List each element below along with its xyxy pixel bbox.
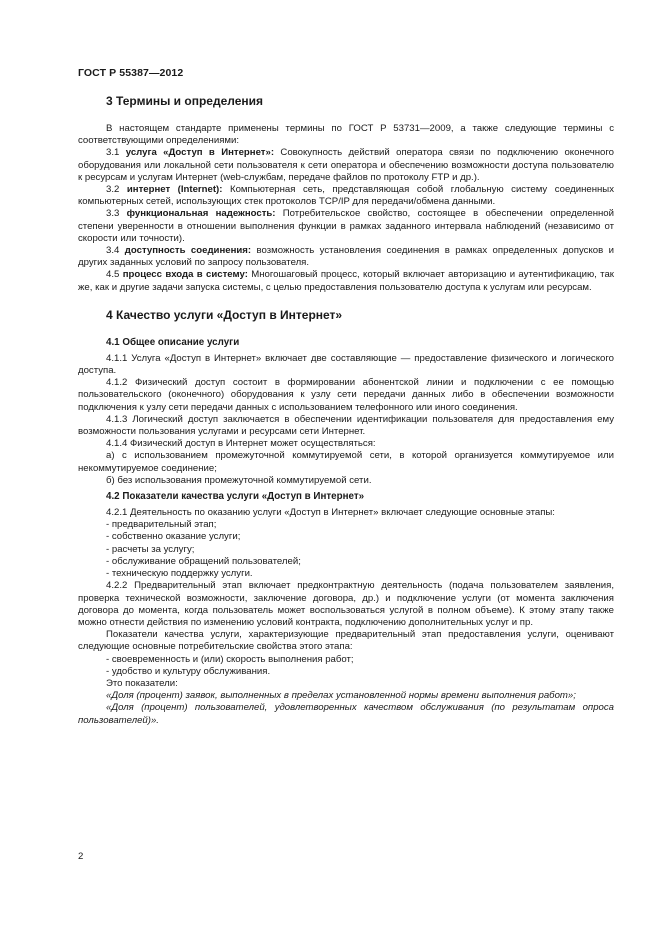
term-4-5	[78, 269, 614, 293]
term-3-2	[78, 184, 614, 208]
stage-item: - обслуживание обращений пользователей;	[106, 555, 301, 567]
term-definition: Потребительское свойство, состоящее в обеспечении определенной степени уверенности в отношении выполнения функции в рамках заданного интервала наблюдений (независимо от скорости или точности).	[78, 208, 614, 244]
subsection-4-2-title: 4.2 Показатели качества услуги «Доступ в Интернет»	[106, 491, 365, 503]
stage-item: - собственно оказание услуги;	[106, 531, 241, 543]
paragraph-4-2-2: 4.2.2 Предварительный этап включает предконтрактную деятельность (подача пользователем заявления, проверка технической возможности, заключение договора, др.) и подключение услуги (от момента заключения договора до момента, когда пользователь может воспользоваться услугой в полном объеме). К этому этапу также можно отнести действия по изменению условий контракта, подключению дополнительных услуг и пр.	[78, 580, 614, 628]
page-body	[78, 94, 614, 727]
term-name: услуга «Доступ в Интернет»:	[125, 147, 275, 159]
paragraph-4-2-1: 4.2.1 Деятельность по оказанию услуги «Доступ в Интернет» включает следующие основные этапы:	[106, 507, 555, 519]
term-3-1	[78, 147, 614, 184]
section-3-intro: В настоящем стандарте применены термины по ГОСТ Р 53731—2009, а также следующие термины с соответствующими определениями:	[78, 123, 614, 147]
paragraph-indicators: Показатели качества услуги, характеризующие предварительный этап предоставления услуги, оценивают следующие основные потребительские свойства этого этапа:	[78, 629, 614, 653]
term-3-4	[78, 245, 614, 269]
property-item: - удобство и культуру обслуживания.	[106, 665, 271, 677]
term-definition: Многошаговый процесс, который включает авторизацию и аутентификацию, так же, как и другие задачи запуска системы, с целью предоставления пользователю доступа к услугам или ресурсам.	[78, 269, 614, 293]
term-number: 3.1	[106, 147, 120, 159]
document-code: ГОСТ Р 55387—2012	[78, 67, 184, 79]
term-number: 4.5	[106, 269, 120, 281]
property-item: - своевременность и (или) скорость выполнения работ;	[106, 653, 354, 665]
subsection-4-1-title: 4.1 Общее описание услуги	[106, 336, 240, 348]
list-item-b: б) без использования промежуточной коммутируемой сети.	[106, 474, 372, 486]
list-item-a: а) с использованием промежуточной коммутируемой сети, в которой организуется коммутируемое или некоммутируемое соединение;	[78, 450, 614, 474]
paragraph-4-1-1: 4.1.1 Услуга «Доступ в Интернет» включает две составляющие — предоставление физического и логического доступа.	[78, 352, 614, 377]
paragraph-4-1-4: 4.1.4 Физический доступ в Интернет может осуществляться:	[106, 438, 376, 450]
term-number: 3.4	[106, 245, 120, 257]
term-definition: Совокупность действий оператора связи по подключению оконечного оборудования или локальной сети пользователя к сети оператора и обеспечению возможности доступа пользователю к ресурсам и услугам Интернет (web-службам, передаче файлов по протоколу FTP и др.).	[78, 147, 615, 183]
paragraph-4-1-3: 4.1.3 Логический доступ заключается в обеспечении идентификации пользователя для предоставления ему возможности пользования услугами и ресурсами сети Интернет.	[78, 413, 614, 438]
section-4-title: 4 Качество услуги «Доступ в Интернет»	[106, 307, 343, 322]
these-are-label: Это показатели:	[106, 677, 178, 689]
term-definition: возможность установления соединения в рамках определенных допусков и других заданных условий по запросу пользователя.	[78, 245, 614, 269]
page-number: 2	[78, 851, 84, 862]
section-3-title: 3 Термины и определения	[106, 94, 264, 108]
term-3-3	[78, 208, 614, 245]
stage-item: - техническую поддержку услуги.	[106, 568, 253, 580]
term-name: интернет (Internet):	[126, 184, 223, 196]
stage-item: - предварительный этап;	[106, 519, 217, 531]
paragraph-4-1-2: 4.1.2 Физический доступ состоит в формировании абонентской линии и подключении с ее помощью пользовательского (оконечного) оборудования к узлу сети передачи данных либо в обеспечении возможности подключения к узлу сети передачи данных с использованием телефонного или иного соединения.	[78, 377, 614, 413]
stage-item: - расчеты за услугу;	[106, 543, 195, 555]
term-definition: Компьютерная сеть, представляющая собой глобальную систему соединенных компьютерных сетей, использующих стек протоколов TCP/IP для передачи/обмена данными.	[78, 184, 614, 208]
term-number: 3.2	[106, 184, 120, 196]
term-name: процесс входа в систему:	[122, 269, 248, 281]
term-number: 3.3	[106, 208, 120, 220]
term-name: функциональная надежность:	[126, 208, 276, 220]
indicator-quote: «Доля (процент) заявок, выполненных в пределах установленной нормы времени выполнения работ»;	[106, 690, 576, 702]
indicator-quote: «Доля (процент) пользователей, удовлетворенных качеством обслуживания (по результатам опроса пользователей)».	[78, 702, 614, 726]
term-name: доступность соединения:	[124, 245, 252, 257]
